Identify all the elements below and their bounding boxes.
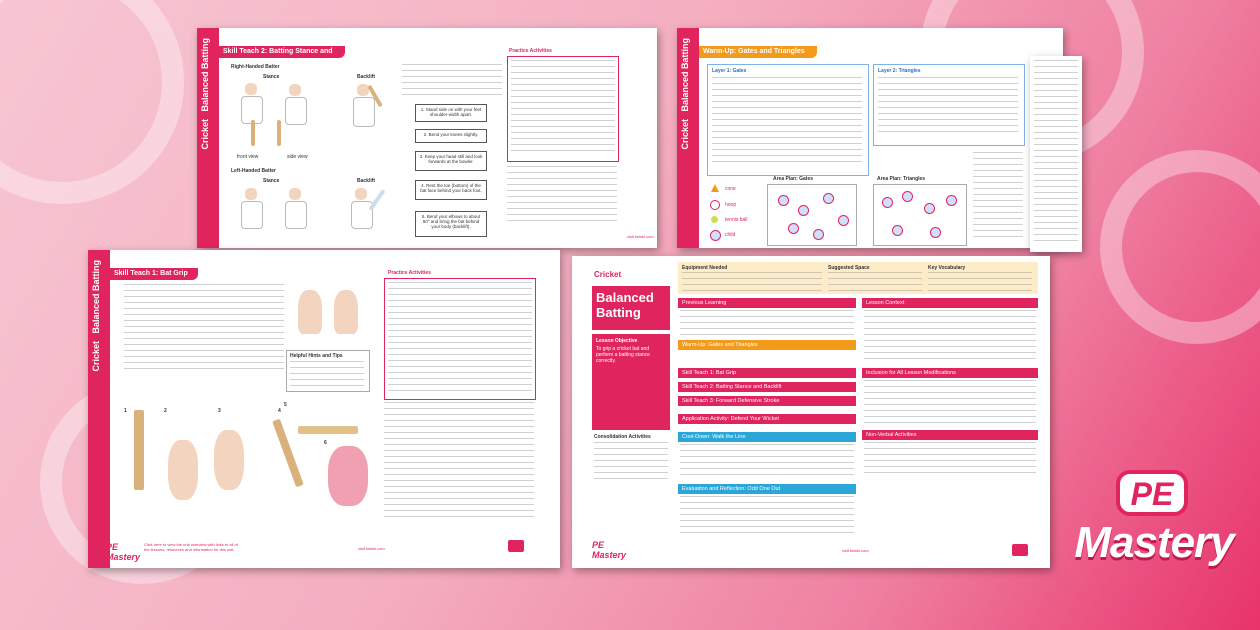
step-number: 2 (164, 408, 167, 414)
logo-mastery-text: Mastery (1074, 518, 1234, 567)
section-bar: Skill Teach 3: Forward Defensive Stroke (678, 396, 856, 406)
area-plan-gates (767, 184, 857, 246)
pe-mastery-logo-small: PE Mastery (592, 540, 627, 560)
step-number: 3 (218, 408, 221, 414)
lesson-number: 2 (664, 287, 668, 294)
practice-notes (507, 166, 617, 226)
section-bar: Skill Teach 2: Batting Stance and Backlift (678, 382, 856, 392)
area-triangles-label: Area Plan: Triangles (877, 176, 926, 182)
practice-title: Practice Activities (509, 48, 552, 54)
bat-image (251, 120, 255, 146)
hand-image (334, 290, 358, 334)
page-batting-stance (197, 28, 657, 248)
step-number: 6 (324, 440, 327, 446)
background-swirl (1100, 150, 1260, 344)
side-view-label: side view (287, 154, 308, 160)
non-verbal-bar: Non-Verbal Activities (862, 430, 1038, 440)
step-number: 1 (124, 408, 127, 414)
pe-mastery-logo (1064, 470, 1244, 610)
section-bar: Previous Learning (678, 298, 856, 308)
subject-label: Cricket (594, 270, 622, 279)
step-box: 1. Stand side on with your feet shoulder-width apart. (415, 104, 487, 122)
batter-figure (245, 188, 257, 200)
bat-image (277, 120, 281, 146)
practice-box (507, 56, 619, 162)
layer1-box: Layer 1: Gates (707, 64, 869, 176)
pe-mastery-logo-small: PE Mastery (106, 542, 141, 562)
hand-image (328, 446, 368, 506)
objective-block: Lesson Objective To grip a cricket bat and perform a batting stance correctly. (592, 334, 670, 430)
footer-url[interactable]: visit twinkl.com (627, 234, 654, 239)
lesson-context-bar: Lesson Context (862, 298, 1038, 308)
background-swirl (0, 0, 184, 204)
hand-image (298, 290, 322, 334)
hand-image (214, 430, 244, 490)
title-block: Balanced Batting (592, 286, 670, 330)
lesson-sidebar (572, 256, 674, 568)
page-lesson-plan (572, 256, 1050, 568)
page-bat-grip (88, 250, 560, 568)
helpful-hints-box: Helpful Hints and Tips (286, 350, 370, 392)
left-handed-label: Left-Handed Batter (231, 168, 277, 174)
practice-box (384, 278, 536, 400)
batter-figure (245, 83, 257, 95)
cone-icon (711, 184, 719, 192)
page-extra-strip (1030, 56, 1082, 252)
area-gates-label: Area Plan: Gates (773, 176, 814, 182)
page-warm-up: Cricket Balanced Batting Warm-Up: Gates and Triangles Layer 1: Gates Layer 2: Triangles Area Plan: Gates Area Plan: Triangles cone hoop tennis ball child (677, 28, 1063, 248)
footer-note[interactable]: Click here to view the unit overview with links to all of the lessons, resources and information for this unit. (144, 542, 238, 552)
hoop-icon (710, 200, 720, 210)
stance-label: Stance (263, 74, 280, 80)
section-header: Skill Teach 2: Batting Stance and Backlift (219, 46, 345, 58)
page-spine: Cricket Balanced Batting (88, 250, 110, 568)
page-spine: Cricket Balanced Batting (197, 28, 219, 248)
step-box: 4. Rest the toe (bottom) of the bat face behind your back foot. (415, 180, 487, 200)
section-header: Warm-Up: Gates and Triangles (699, 46, 817, 58)
section-bar: Skill Teach 1: Bat Grip (678, 368, 856, 378)
batter-figure (289, 84, 301, 96)
batter-figure (353, 97, 375, 127)
section-bar: Evaluation and Reflection: Odd One Out (678, 484, 856, 494)
layer2-box: Layer 2: Triangles (873, 64, 1025, 146)
section-bar: Application Activity: Defend Your Wicket (678, 414, 856, 424)
logo-pe-badge: PE (1116, 470, 1188, 516)
batter-figure (241, 201, 263, 229)
practice-notes (384, 402, 534, 522)
step-number: 4 (278, 408, 281, 414)
batter-figure (355, 188, 367, 200)
step-number: 5 (284, 402, 287, 408)
section-bar: Cool-Down: Walk the Line (678, 432, 856, 442)
notes-column (973, 152, 1023, 240)
intro-text (124, 284, 284, 374)
step-box: 5. Bend your elbows to about 90° and bring the bat behind your body (backlift). (415, 211, 487, 237)
bat-image (298, 426, 358, 434)
page-spine: Cricket Balanced Batting (677, 28, 699, 248)
section-bar: Warm-Up: Gates and Triangles (678, 340, 856, 350)
right-handed-label: Right-Handed Batter (231, 64, 280, 70)
footer-url[interactable]: visit twinkl.com (842, 548, 869, 553)
inclusion-bar: Inclusion for All Lesson Modifications (862, 368, 1038, 378)
backlift-label: Backlift (357, 74, 376, 80)
twinkl-badge (1012, 544, 1028, 556)
twinkl-badge (508, 540, 524, 552)
backlift-label: Backlift (357, 178, 376, 184)
step-box: 3. Keep your head still and look forwards at the bowler. (415, 151, 487, 171)
stance-label: Stance (263, 178, 280, 184)
consolidation-title: Consolidation Activities (594, 434, 651, 440)
bat-image (134, 410, 144, 490)
hand-image (168, 440, 198, 500)
section-header: Skill Teach 1: Bat Grip (110, 268, 198, 280)
batter-figure (289, 188, 301, 200)
footer-url[interactable]: visit twinkl.com (358, 546, 385, 551)
area-plan-triangles (873, 184, 967, 246)
step-box: 2. Bend your knees slightly. (415, 129, 487, 143)
intro-text (402, 64, 502, 100)
practice-title: Practice Activities (388, 270, 431, 276)
tennis-ball-icon (711, 216, 718, 223)
bat-image (368, 189, 385, 211)
batter-figure (285, 97, 307, 125)
info-row: Equipment Needed Suggested Space Key Vocabulary (678, 262, 1038, 294)
child-icon (710, 230, 721, 241)
front-view-label: front view (237, 154, 259, 160)
batter-figure (285, 201, 307, 229)
